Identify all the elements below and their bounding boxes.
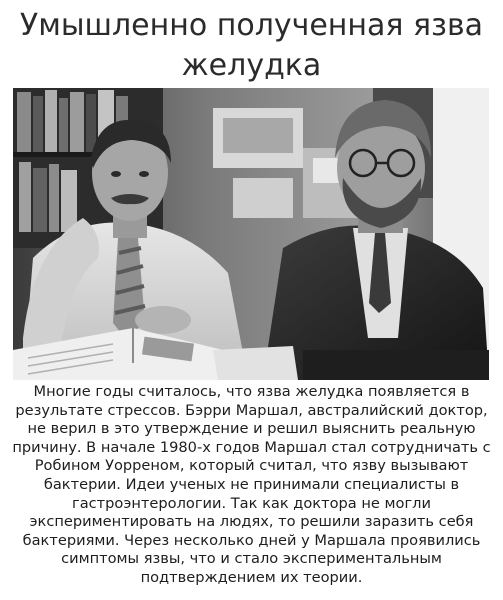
caption-line: бактерии. Идеи ученых не принимали специалисты в [43, 475, 460, 493]
title-line-1: Умышленно полученная язва [19, 8, 484, 43]
page-title [0, 6, 503, 86]
caption-line: Робином Уорреном, который считал, что язву вызывают [34, 457, 469, 475]
title-line-2: желудка [181, 48, 322, 83]
caption-line: бактериями. Через несколько дней у Маршала проявились [22, 531, 481, 549]
caption-line: причину. В начале 1980-х годов Маршал стал сотрудничать с [12, 438, 491, 456]
caption-line: экспериментировать на людях, то решили заразить себя [29, 513, 474, 531]
caption-line: результате стрессов. Бэрри Маршал, австралийский доктор, [15, 401, 488, 419]
caption-line: не верил в это утверждение и решил выяснить реальную [27, 420, 476, 438]
scientists-photo [13, 88, 489, 380]
caption-line: Многие годы считалось, что язва желудка появляется в [33, 383, 470, 400]
article-caption [10, 383, 493, 588]
caption-line: гастроэнтерологии. Так как доктора не могли [72, 494, 431, 512]
caption-line: симптомы язвы, что и стало экспериментальным [61, 550, 442, 568]
caption-line: подтверждением их теории. [140, 568, 363, 586]
